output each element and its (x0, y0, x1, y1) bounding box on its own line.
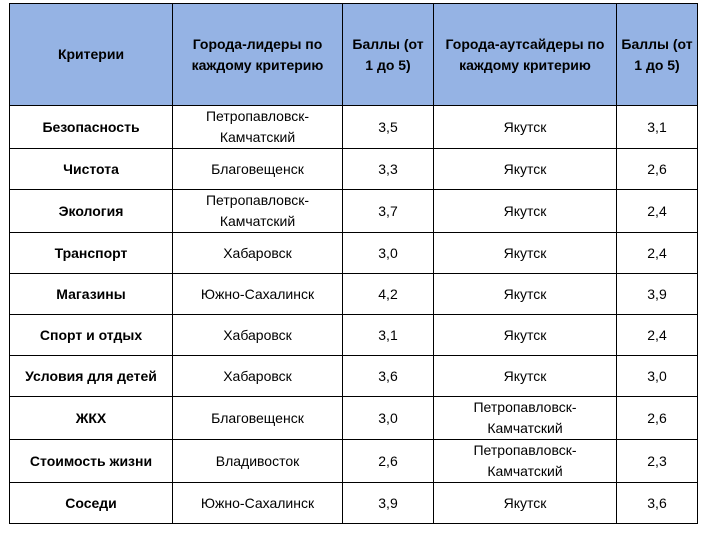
table-row (10, 356, 698, 397)
criterion-cell: Магазины (10, 274, 173, 315)
header-row (10, 4, 698, 106)
leader-city-cell: Южно-Сахалинск (173, 483, 343, 524)
leader-city-cell: Петропавловск-Камчатский (173, 190, 343, 233)
outsider-city-cell: Якутск (434, 274, 617, 315)
leader-score-cell: 3,3 (343, 149, 434, 190)
criterion-cell: Условия для детей (10, 356, 173, 397)
header-leader-scores: Баллы (от 1 до 5) (343, 4, 434, 106)
outsider-city-cell: Якутск (434, 315, 617, 356)
leader-score-cell: 3,0 (343, 233, 434, 274)
outsider-city-cell: Якутск (434, 356, 617, 397)
header-outsider-cities: Города-аутсайдеры по каждому критерию (434, 4, 617, 106)
criterion-cell: Спорт и отдых (10, 315, 173, 356)
leader-score-cell: 3,1 (343, 315, 434, 356)
leader-city-cell: Владивосток (173, 440, 343, 483)
criterion-cell: Экология (10, 190, 173, 233)
leader-score-cell: 3,0 (343, 397, 434, 440)
leader-score-cell: 3,7 (343, 190, 434, 233)
header-outsider-scores: Баллы (от 1 до 5) (617, 4, 698, 106)
table-row (10, 440, 698, 483)
criterion-cell: Транспорт (10, 233, 173, 274)
criterion-cell: ЖКХ (10, 397, 173, 440)
outsider-score-cell: 3,6 (617, 483, 698, 524)
table-row (10, 190, 698, 233)
city-ratings-table (9, 3, 698, 524)
leader-city-cell: Благовещенск (173, 397, 343, 440)
leader-score-cell: 2,6 (343, 440, 434, 483)
outsider-score-cell: 2,4 (617, 190, 698, 233)
header-leader-cities: Города-лидеры по каждому критерию (173, 4, 343, 106)
outsider-score-cell: 2,3 (617, 440, 698, 483)
outsider-city-cell: Петропавловск-Камчатский (434, 440, 617, 483)
outsider-score-cell: 3,9 (617, 274, 698, 315)
outsider-score-cell: 2,6 (617, 397, 698, 440)
leader-city-cell: Петропавловск-Камчатский (173, 106, 343, 149)
criterion-cell: Соседи (10, 483, 173, 524)
outsider-city-cell: Якутск (434, 106, 617, 149)
leader-score-cell: 3,6 (343, 356, 434, 397)
outsider-score-cell: 2,4 (617, 233, 698, 274)
table-row (10, 397, 698, 440)
outsider-city-cell: Петропавловск-Камчатский (434, 397, 617, 440)
header-criteria: Критерии (10, 4, 173, 106)
leader-city-cell: Благовещенск (173, 149, 343, 190)
leader-city-cell: Хабаровск (173, 233, 343, 274)
leader-city-cell: Хабаровск (173, 356, 343, 397)
leader-score-cell: 4,2 (343, 274, 434, 315)
outsider-city-cell: Якутск (434, 190, 617, 233)
leader-score-cell: 3,5 (343, 106, 434, 149)
criterion-cell: Безопасность (10, 106, 173, 149)
table-row (10, 233, 698, 274)
outsider-city-cell: Якутск (434, 483, 617, 524)
table-row (10, 149, 698, 190)
outsider-score-cell: 2,6 (617, 149, 698, 190)
leader-city-cell: Южно-Сахалинск (173, 274, 343, 315)
criterion-cell: Стоимость жизни (10, 440, 173, 483)
leader-city-cell: Хабаровск (173, 315, 343, 356)
table-row (10, 106, 698, 149)
table-row (10, 483, 698, 524)
outsider-city-cell: Якутск (434, 233, 617, 274)
outsider-score-cell: 2,4 (617, 315, 698, 356)
outsider-score-cell: 3,0 (617, 356, 698, 397)
outsider-score-cell: 3,1 (617, 106, 698, 149)
criterion-cell: Чистота (10, 149, 173, 190)
outsider-city-cell: Якутск (434, 149, 617, 190)
table-row (10, 315, 698, 356)
table-row (10, 274, 698, 315)
leader-score-cell: 3,9 (343, 483, 434, 524)
